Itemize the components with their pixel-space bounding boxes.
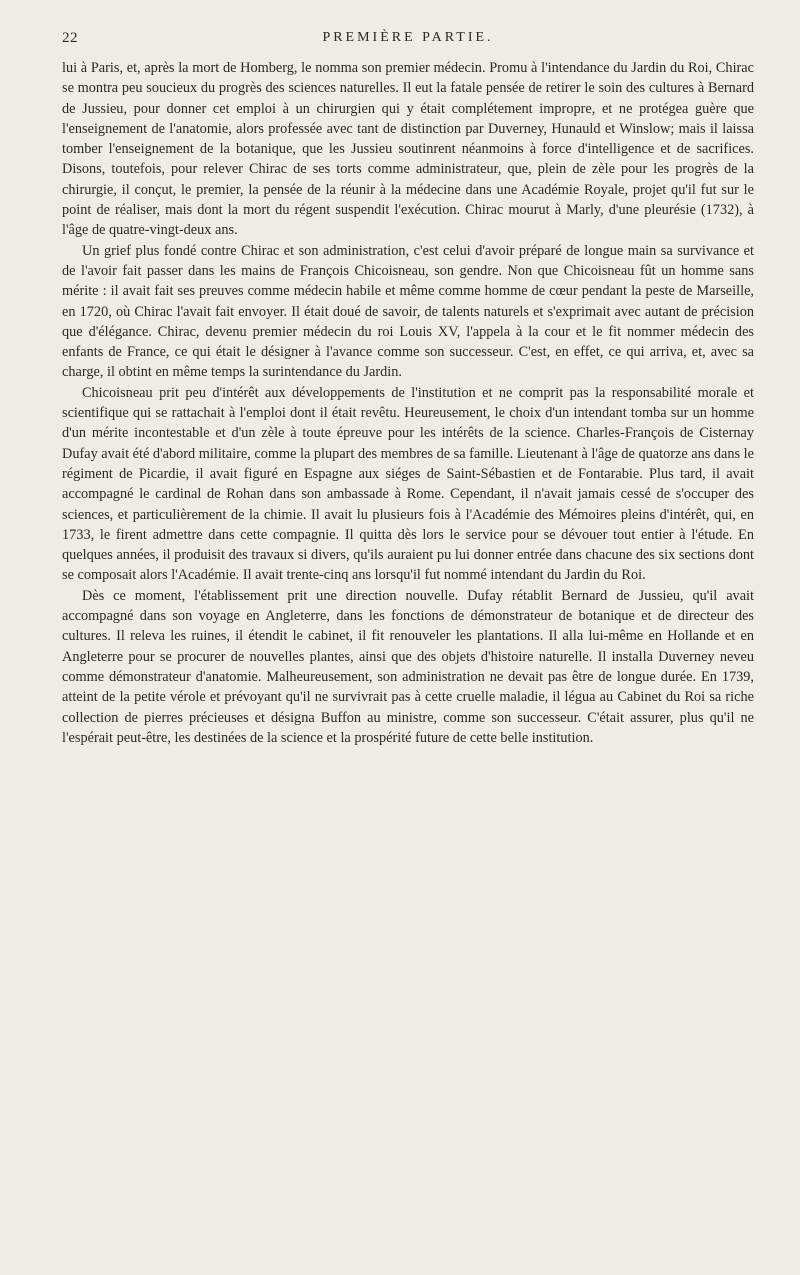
paragraph: Dès ce moment, l'établissement prit une direction nouvelle. Dufay rétablit Bernard de Jussieu, qu'il avait accompagné dans son voyage en Angleterre, dans les fonctions de démonstrateur de botanique et de directeur des cultures. Il releva les ruines, il étendit le cabinet, il fit renouveler les plantations. Il alla lui-même en Hollande et en Angleterre pour se procurer de nouvelles plantes, ainsi que des objets d'histoire naturelle. Il installa Duverney neveu comme démonstrateur d'anatomie. Malheureusement, son administration ne devait pas être de longue durée. En 1739, atteint de la petite vérole et prévoyant qu'il ne survivrait pas à cette cruelle maladie, il légua au Cabinet du Roi sa riche collection de pierres précieuses et désigna Buffon au ministre, comme son successeur. C'était assurer, plus qu'il ne l'espérait peut-être, les destinées de la science et la prospérité future de cette belle institution. xyxy=(62,587,754,746)
body-text xyxy=(62,58,754,748)
paragraph: lui à Paris, et, après la mort de Homberg, le nomma son premier médecin. Promu à l'intendance du Jardin du Roi, Chirac se montra peu soucieux du progrès des sciences naturelles. Il eut la fatale pensée de retirer le soin des cultures à Bernard de Jussieu, pour donner cet emploi à un chirurgien qui y était complétement impropre, et ne protégea guère que l'enseignement de l'anatomie, alors professée avec tant de distinction par Duverney, Hunauld et Winslow; mais il laissa tomber l'enseignement de la botanique, que les Jussieu soutinrent néanmoins à force d'intelligence et de sacrifices. Disons, toutefois, pour relever Chirac de ses torts comme administrateur, que, plein de zèle pour les progrès de la chirurgie, il conçut, le premier, la pensée de la réunir à la médecine dans une Académie Royale, projet qu'il fut sur le point de réaliser, mais dont la mort du régent suspendit l'exécution. Chirac mourut à Marly, d'une pleurésie (1732), à l'âge de quatre-vingt-deux ans. xyxy=(62,60,754,239)
paragraph: Un grief plus fondé contre Chirac et son administration, c'est celui d'avoir préparé de longue main sa survivance et de l'avoir fait passer dans les mains de François Chicoisneau, son gendre. Non que Chicoisneau fût un homme sans mérite : il avait fait ses preuves comme médecin habile et même comme homme de cœur pendant la peste de Marseille, en 1720, où Chirac l'avait fait envoyer. Il était doué de savoir, de talents naturels et s'exprimait avec autant de précision que d'élégance. Chirac, devenu premier médecin du roi Louis XV, l'appela à la cour et le fit nommer médecin des enfants de France, ce qui était le désigner à l'avance comme son successeur. C'est, en effet, ce qui arriva, et, avec sa charge, il obtint en même temps la surintendance du Jardin. xyxy=(62,242,754,381)
running-header xyxy=(62,30,754,52)
book-page xyxy=(62,30,754,748)
paragraph: Chicoisneau prit peu d'intérêt aux développements de l'institution et ne comprit pas la responsabilité morale et scientifique qui se rattachait à l'emploi dont il était revêtu. Heureusement, le choix d'un intendant tomba sur un homme d'un mérite incontestable et d'un zèle à toute épreuve pour les intérêts de la science. Charles-François de Cisternay Dufay avait été d'abord militaire, comme la plupart des membres de sa famille. Lieutenant à l'âge de quatorze ans dans le régiment de Picardie, il avait figuré en Espagne aux siéges de Saint-Sébastien et de Fontarabie. Plus tard, il avait accompagné le cardinal de Rohan dans son ambassade à Rome. Cependant, il n'avait jamais cessé de s'occuper des sciences, et particulièrement de la chimie. Il avait lu plusieurs fois à l'Académie des Mémoires pleins d'intérêt, qui, en 1733, le firent admettre dans cette compagnie. Il quitta dès lors le service pour se dévouer tout entier à l'étude. En quelques années, il produisit des travaux si divers, qu'ils auraient pu lui donner entrée dans chacune des six sections dont se composait alors l'Académie. Il avait trente-cinq ans lorsqu'il fut nommé intendant du Jardin du Roi. xyxy=(62,384,754,584)
page-number: 22 xyxy=(62,30,78,46)
running-title: PREMIÈRE PARTIE. xyxy=(322,30,494,45)
